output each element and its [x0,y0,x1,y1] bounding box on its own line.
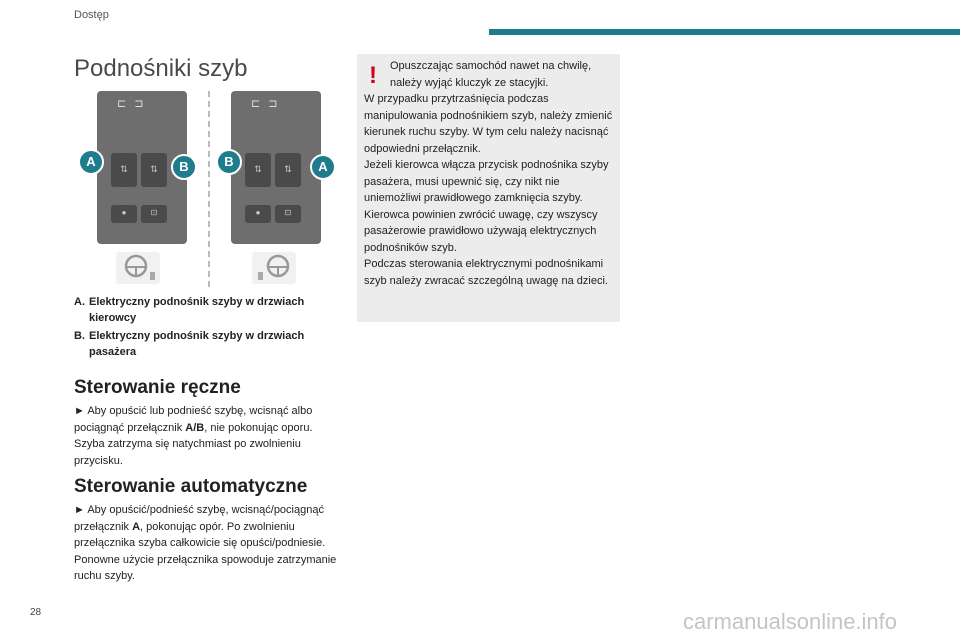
automatic-paragraph [74,502,346,585]
manual-heading: Sterowanie ręczne [74,377,241,398]
small-button: ● [245,205,271,223]
small-button: ● [111,205,137,223]
badge-b: B [171,154,197,180]
manual-text-1: ► Aby opuścić lub podnieść szybę, wcisnąć albo pociągnąć przełącznik [74,405,313,434]
legend-key: B. [74,330,85,342]
window-switch-icon: ⊏⊐ [117,98,152,110]
switch-button-b: ⇅ [141,153,167,187]
badge-b: B [216,149,242,175]
warning-box [357,54,620,322]
figure-legend [74,294,332,362]
automatic-text-1: ► Aby opuścić/podnieść szybę, wcisnąć/pociągnąć przełącznik [74,504,324,533]
child-lock-icon: ⊡ [275,205,301,223]
automatic-heading: Sterowanie automatyczne [74,476,308,497]
warning-line: W przypadku przytrzaśnięcia podczas manipulowania podnośnikiem szyb, należy zmienić kierunek ruchu szyby. W tym celu należy nacisnąć odpowiedni przełącznik. [364,93,613,155]
window-switch-icon: ⊏⊐ [251,98,286,110]
page-number: 28 [30,607,42,618]
badge-a: A [310,154,336,180]
child-lock-icon: ⊡ [141,205,167,223]
automatic-bold: A [132,520,141,533]
figure-divider [208,91,210,287]
warning-icon: ! [369,62,377,89]
warning-line: Podczas sterowania elektrycznymi podnośnikami szyb należy zwracać szczególną uwagę na dzieci. [364,258,608,287]
automatic-text-2: , pokonując opór. Po zwolnieniu przełącznika szyba całkowicie się opuści/podniesie. Ponowne użycie przełącznika spowoduje zatrzymanie ruchu szyby. [74,520,337,582]
legend-item-a [74,294,332,326]
watermark: carmanualsonline.info [683,609,898,634]
legend-key: A. [74,296,85,308]
warning-line: Kierowca powinien zwrócić uwagę, czy wszyscy pasażerowie prawidłowo używają elektrycznych podnośników szyb. [364,208,598,254]
warning-first-text: Opuszczając samochód nawet na chwilę, należy wyjąć kluczyk ze stacyjki. [390,60,592,89]
switch-panel-right [231,91,321,244]
legend-text: Elektryczny podnośnik szyby w drzwiach kierowcy [89,296,305,324]
steering-wheel-icon [252,252,296,284]
switch-button-a: ⇅ [111,153,137,187]
manual-paragraph [74,403,346,469]
warning-line: Jeżeli kierowca włącza przycisk podnośnika szyby pasażera, musi upewnić się, czy nikt nie uniemożliwi prawidłowego zamknięcia szyby. [364,159,609,204]
manual-bold: A/B [185,421,205,434]
warning-body [364,91,614,289]
section-header: Dostęp [74,9,109,21]
legend-text: Elektryczny podnośnik szyby w drzwiach pasażera [89,330,305,358]
legend-item-b [74,328,332,360]
page-title: Podnośniki szyb [74,55,248,82]
badge-a: A [78,149,104,175]
switch-button-a: ⇅ [275,153,301,187]
manual-text-2: , nie pokonując oporu. Szyba zatrzyma się natychmiast po zwolnieniu przycisku. [74,421,313,467]
header-bar [489,29,960,35]
steering-wheel-icon [116,252,160,284]
switch-button-b: ⇅ [245,153,271,187]
